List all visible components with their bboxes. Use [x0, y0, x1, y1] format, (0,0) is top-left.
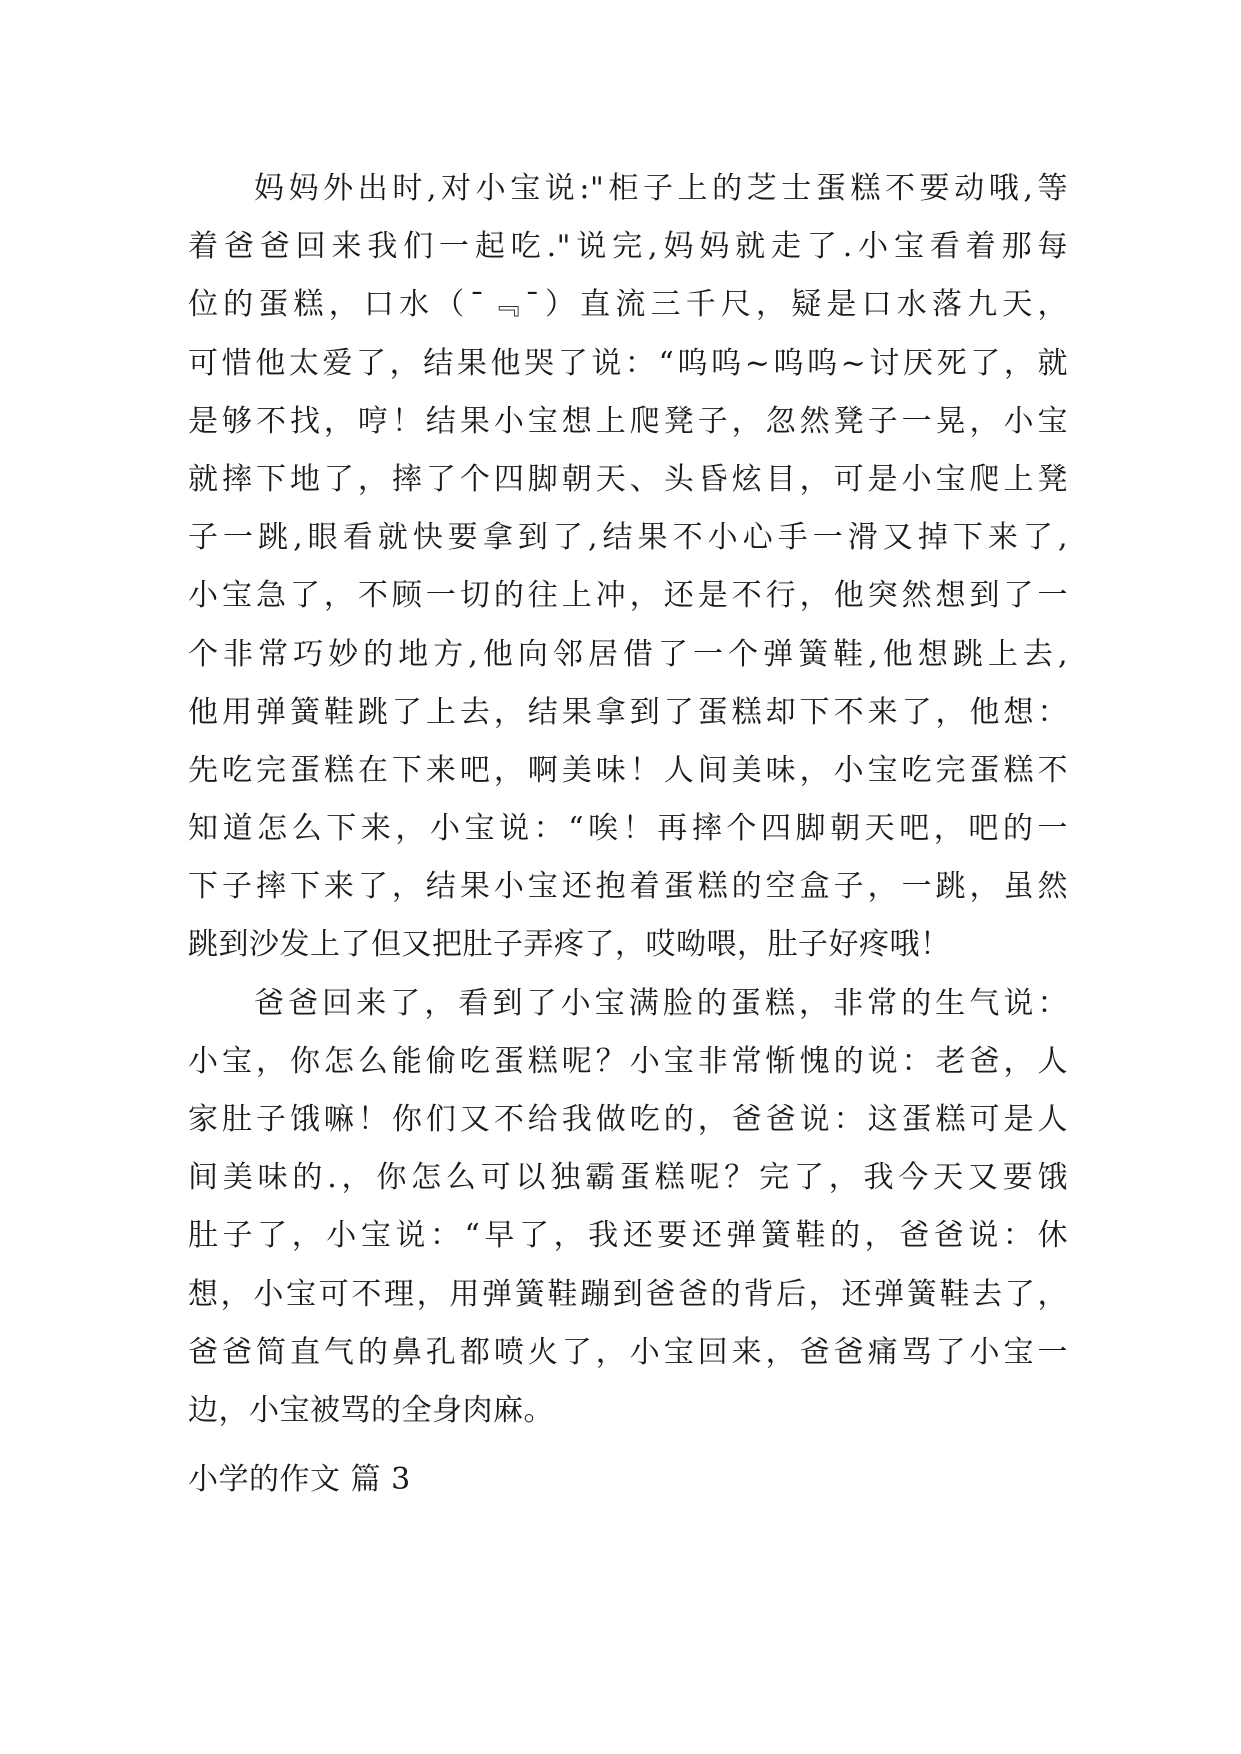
- text-line: 家肚子饿嘛！你们又不给我做吃的，爸爸说：这蛋糕可是人: [188, 1102, 1068, 1137]
- text-line: 他用弹簧鞋跳了上去，结果拿到了蛋糕却下不来了，他想：: [188, 694, 1068, 730]
- text-line: 就摔下地了，摔了个四脚朝天、头昏炫目，可是小宝爬上凳: [188, 461, 1068, 497]
- text-line: 下子摔下来了，结果小宝还抱着蛋糕的空盒子，一跳，虽然: [188, 869, 1068, 905]
- text-line: 可惜他太爱了，结果他哭了说：“呜呜~呜呜~讨厌死了，就: [188, 345, 1068, 381]
- paragraph-2: [188, 975, 1068, 1441]
- text-line: 个非常巧妙的地方,他向邻居借了一个弹簧鞋,他想跳上去,: [188, 636, 1068, 672]
- text-line: 肚子了，小宝说：“早了，我还要还弹簧鞋的，爸爸说：休: [188, 1218, 1068, 1254]
- text-line: 间美味的.，你怎么可以独霸蛋糕呢？完了，我今天又要饿: [188, 1160, 1068, 1196]
- text-line: 妈妈外出时,对小宝说:"柜子上的芝士蛋糕不要动哦,等: [254, 171, 1068, 206]
- text-line: 位的蛋糕，口水（¯﹃¯）直流三千尺，疑是口水落九天，: [188, 287, 1068, 323]
- text-line: 子一跳,眼看就快要拿到了,结果不小心手一滑又掉下来了,: [188, 520, 1068, 556]
- text-line: 着爸爸回来我们一起吃."说完,妈妈就走了.小宝看着那每: [188, 229, 1068, 265]
- text-line: 跳到沙发上了但又把肚子弄疼了，哎呦喂，肚子好疼哦！: [188, 927, 951, 963]
- text-line: 想，小宝可不理，用弹簧鞋蹦到爸爸的背后，还弹簧鞋去了，: [188, 1276, 1068, 1312]
- paragraph-1: [188, 160, 1068, 975]
- text-line: 边，小宝被骂的全身肉麻。: [188, 1392, 554, 1428]
- text-line: 小宝急了，不顾一切的往上冲，还是不行，他突然想到了一: [188, 578, 1068, 614]
- text-line: 知道怎么下来，小宝说：“唉！再摔个四脚朝天吧，吧的一: [188, 811, 1068, 847]
- essay-body: [188, 160, 1068, 1440]
- text-line: 爸爸回来了，看到了小宝满脸的蛋糕，非常的生气说：: [254, 985, 1068, 1021]
- text-line: 先吃完蛋糕在下来吧，啊美味！人间美味，小宝吃完蛋糕不: [188, 752, 1068, 788]
- text-line: 是够不找，哼！结果小宝想上爬凳子，忽然凳子一晃，小宝: [188, 403, 1068, 439]
- text-line: 爸爸简直气的鼻孔都喷火了，小宝回来，爸爸痛骂了小宝一: [188, 1334, 1068, 1370]
- section-heading: 小学的作文 篇 3: [188, 1462, 411, 1497]
- text-line: 小宝，你怎么能偷吃蛋糕呢？小宝非常惭愧的说：老爸，人: [188, 1043, 1068, 1079]
